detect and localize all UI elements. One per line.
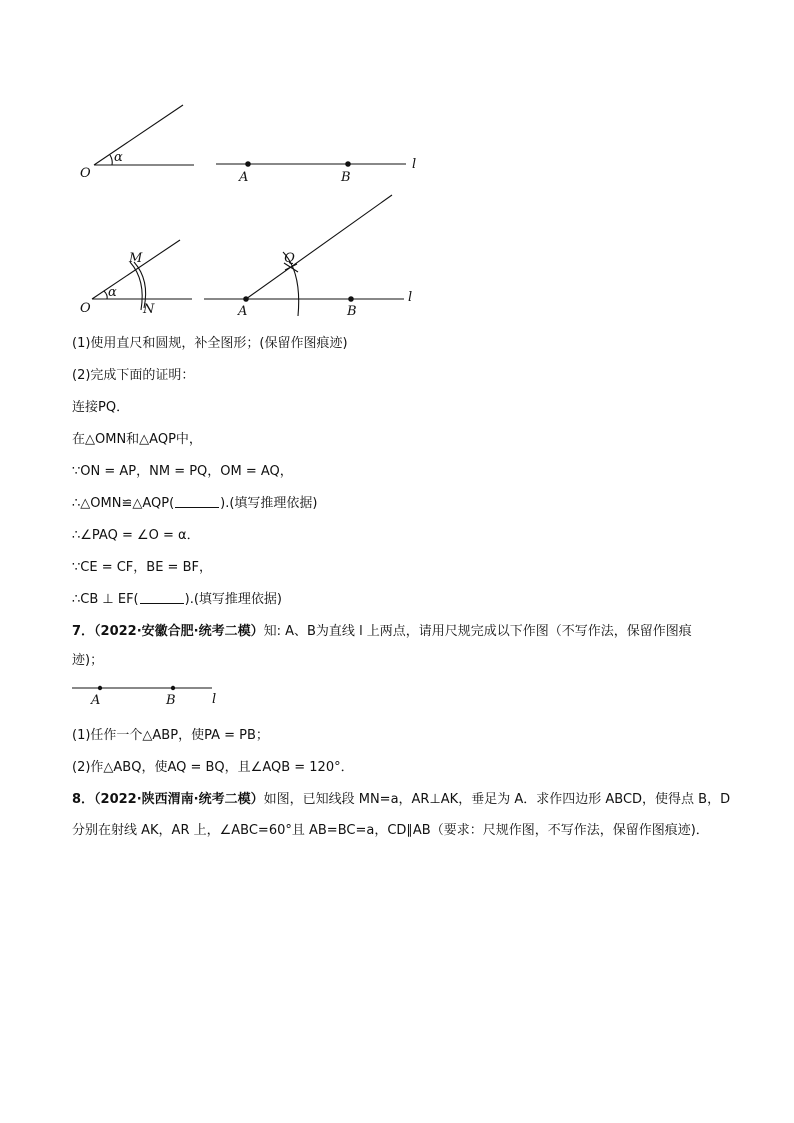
label-a-2: A (238, 304, 248, 319)
label-n: N (143, 302, 155, 317)
answer-blank-1[interactable] (175, 495, 219, 508)
label-l: l (412, 157, 417, 172)
angle-arc (110, 155, 112, 165)
point-b (345, 161, 351, 167)
label-m: M (129, 251, 143, 266)
proof-line-perp: ∴CB ⊥ EF( ).(填写推理依据) (72, 592, 282, 607)
q7-part1: (1)任作一个△ABP，使PA = PB； (72, 728, 269, 743)
proof-line-ce: ∵CE = CF，BE = BF， (72, 560, 212, 575)
q6-part1: (1)使用直尺和圆规，补全图形；(保留作图痕迹) (72, 336, 348, 351)
proof-line-given: ∵ON = AP，NM = PQ，OM = AQ， (72, 464, 293, 479)
label-l-2: l (408, 290, 413, 305)
ray-aq (246, 195, 392, 299)
proof-line-angle: ∴∠PAQ = ∠O = α． (72, 528, 200, 543)
label-alpha-2: α (108, 285, 117, 300)
angle-ray-top (94, 105, 183, 165)
q8-text-cont: 分别在射线 AK，AR 上，∠ABC=60°且 AB=BC=a，CD∥AB（要求：尺规作图，不写作法，保留作图痕迹)． (72, 823, 709, 838)
label-b: B (341, 170, 351, 185)
point-a-3 (98, 686, 102, 690)
label-b-3: B (166, 693, 176, 708)
point-b-2 (348, 296, 354, 302)
label-l-3: l (212, 692, 217, 707)
answer-blank-2[interactable] (140, 591, 184, 604)
label-a-3: A (91, 693, 101, 708)
angle2-arc (104, 291, 107, 299)
label-o-2: O (80, 301, 91, 316)
q7-part2: (2)作△ABQ，使AQ = BQ，且∠AQB = 120°． (72, 760, 354, 775)
q7-text-cont: 迹)； (72, 653, 104, 668)
point-a-2 (243, 296, 249, 302)
label-o: O (80, 166, 91, 181)
q6-part2: (2)完成下面的证明： (72, 368, 195, 383)
proof-line-connect: 连接PQ． (72, 400, 130, 415)
label-q: Q (284, 251, 295, 266)
point-b-3 (171, 686, 175, 690)
proof-line-congruent: ∴△OMN≌△AQP( ).(填写推理依据) (72, 496, 318, 511)
label-a: A (239, 170, 249, 185)
point-a (245, 161, 251, 167)
label-b-2: B (347, 304, 357, 319)
q8-text: 8．（2022·陕西渭南·统考二模）如图，已知线段 MN=a，AR⊥AK，垂足为 A．求作四边形 ABCD，使得点 B，D (72, 792, 731, 807)
q7-text: 7．（2022·安徽合肥·统考二模）知: A、B为直线 l 上两点，请用尺规完成以下作图（不写作法，保留作图痕 (72, 624, 692, 639)
proof-line-in: 在△OMN和△AQP中， (72, 432, 202, 447)
label-alpha: α (114, 150, 123, 165)
